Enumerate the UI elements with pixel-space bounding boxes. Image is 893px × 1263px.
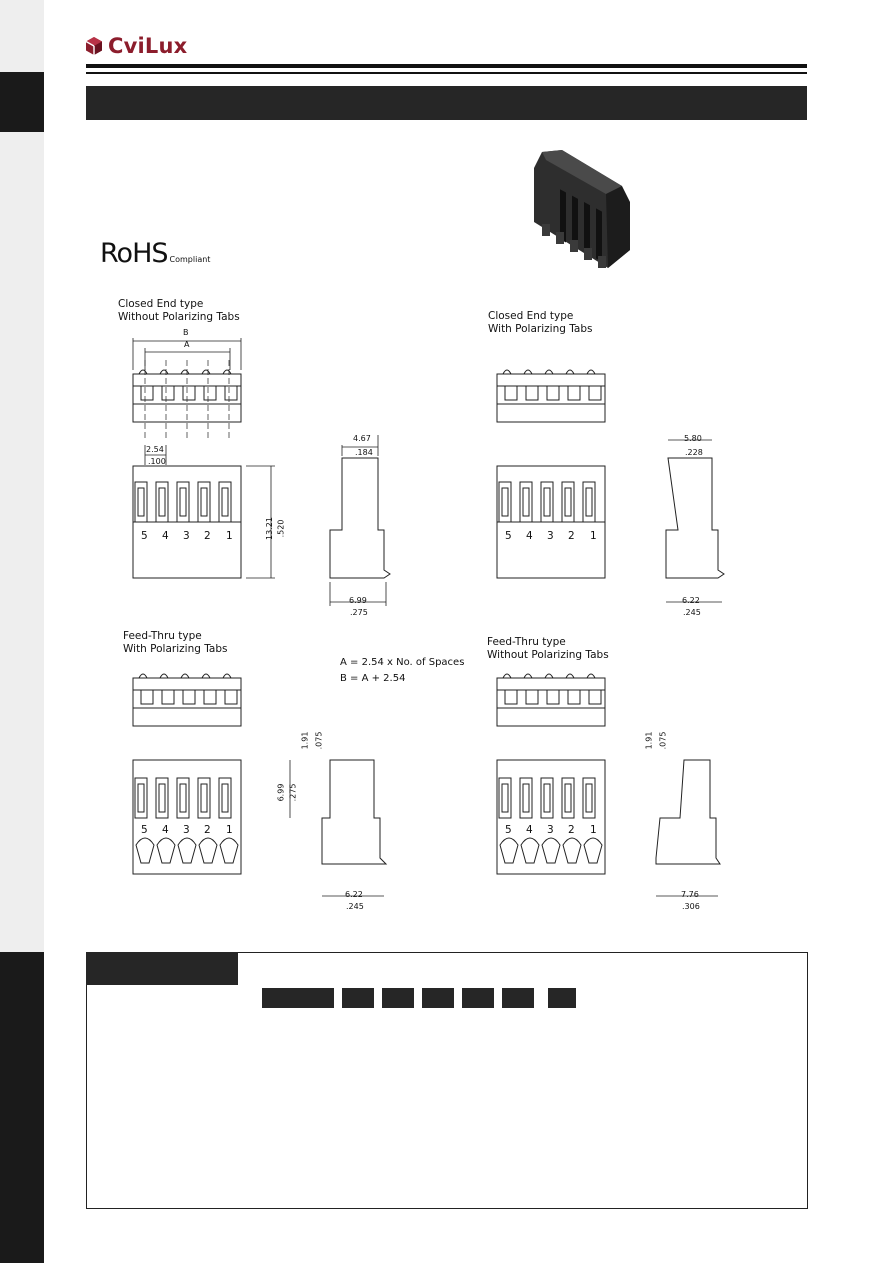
- formula-b: B = A + 2.54: [340, 673, 406, 684]
- side-bottom-mm-2: 6.22: [682, 596, 700, 605]
- side-bottom-mm-4: 7.76: [681, 890, 699, 899]
- pin-number: 4: [162, 530, 169, 542]
- side-top-in-2: .228: [685, 448, 703, 457]
- ordering-info-tab: [86, 952, 238, 985]
- pin-number: 3: [547, 824, 554, 836]
- feed-height-mm: 6.99: [276, 783, 286, 802]
- height-in: .520: [276, 519, 286, 538]
- side-bottom-in-2: .245: [683, 608, 701, 617]
- pin-number: 1: [226, 824, 233, 836]
- side-top-mm-2: 5.80: [684, 434, 702, 443]
- rohs-note: Compliant: [169, 255, 211, 264]
- pin-number: 5: [141, 530, 148, 542]
- side-bottom-in-1: .275: [350, 608, 368, 617]
- brand-name: CviLux: [108, 34, 188, 58]
- pin-number: 5: [505, 824, 512, 836]
- code-segment: [262, 988, 334, 1008]
- side-bottom-in-4: .306: [682, 902, 700, 911]
- closed-no-tabs-title-2: Without Polarizing Tabs: [118, 311, 240, 323]
- code-segment: [548, 988, 576, 1008]
- pin-number: 2: [568, 530, 575, 542]
- pin-number: 5: [141, 824, 148, 836]
- pin-number: 1: [590, 824, 597, 836]
- closed-no-tabs-title-1: Closed End type: [118, 298, 204, 310]
- side-bottom-mm-3: 6.22: [345, 890, 363, 899]
- feed-with-tabs-title-1: Feed-Thru type: [123, 630, 202, 642]
- height-mm: 13.21: [264, 517, 274, 540]
- pin-number: 1: [590, 530, 597, 542]
- pin-number: 3: [183, 530, 190, 542]
- side-top-mm-1: 4.67: [353, 434, 371, 443]
- code-segment: [422, 988, 454, 1008]
- feed-with-tabs-title-2: With Polarizing Tabs: [123, 643, 228, 655]
- feed-no-tabs-title-2: Without Polarizing Tabs: [487, 649, 609, 661]
- pitch-mm: 2.54: [146, 445, 164, 454]
- pin-number: 3: [547, 530, 554, 542]
- pin-number: 2: [204, 530, 211, 542]
- pin-number: 4: [162, 824, 169, 836]
- side-bottom-mm-1: 6.99: [349, 596, 367, 605]
- dim-a-label: A: [184, 340, 190, 349]
- rohs-mark: RoHS: [100, 238, 168, 269]
- closed-with-tabs-title-2: With Polarizing Tabs: [488, 323, 593, 335]
- pin-number: 5: [505, 530, 512, 542]
- pitch-in: .100: [148, 457, 166, 466]
- side-top-in-1: .184: [355, 448, 373, 457]
- pin-number: 2: [204, 824, 211, 836]
- code-segment: [502, 988, 534, 1008]
- tab-mm-2: 1.91: [644, 731, 654, 750]
- code-segment: [462, 988, 494, 1008]
- feed-no-tabs-title-1: Feed-Thru type: [487, 636, 566, 648]
- pin-number: 4: [526, 824, 533, 836]
- closed-with-tabs-title-1: Closed End type: [488, 310, 574, 322]
- tab-in-2: .075: [658, 731, 668, 750]
- code-segment: [342, 988, 374, 1008]
- formula-a: A = 2.54 x No. of Spaces: [340, 657, 465, 668]
- tab-mm-1: 1.91: [300, 731, 310, 750]
- pin-number: 4: [526, 530, 533, 542]
- tab-in-1: .075: [314, 731, 324, 750]
- side-bottom-in-3: .245: [346, 902, 364, 911]
- pin-number: 2: [568, 824, 575, 836]
- pin-number: 3: [183, 824, 190, 836]
- pin-number: 1: [226, 530, 233, 542]
- feed-height-in: .275: [288, 783, 298, 802]
- code-segment: [382, 988, 414, 1008]
- dim-b-label: B: [183, 328, 189, 337]
